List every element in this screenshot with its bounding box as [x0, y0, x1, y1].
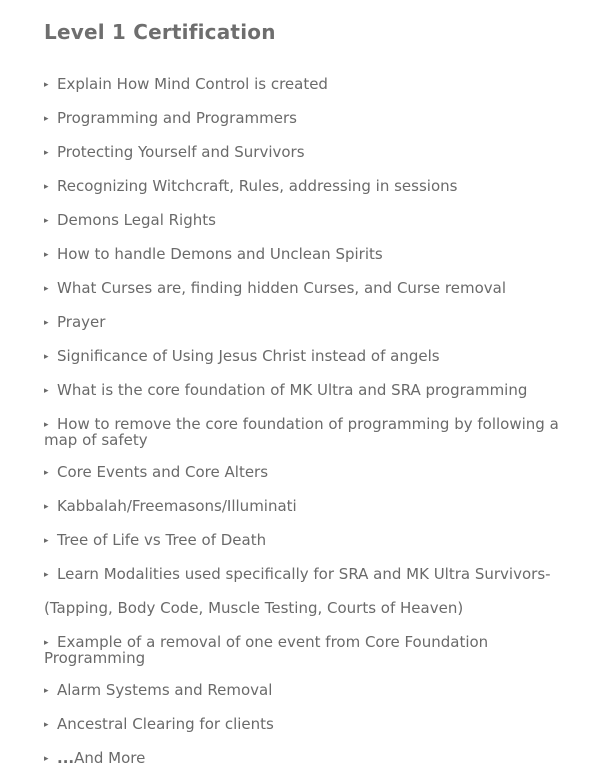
bullet-icon: ▸: [44, 182, 49, 192]
page-title: Level 1 Certification: [44, 20, 276, 44]
list-item-text: Core Events and Core Alters: [57, 463, 269, 481]
list-item: [44, 498, 584, 514]
list-item: [44, 566, 584, 582]
list-item-text: Example of a removal of one event from Core Foundation Programming: [44, 633, 489, 667]
modalities-note: (Tapping, Body Code, Muscle Testing, Courts of Heaven): [44, 599, 464, 617]
bullet-icon: ▸: [44, 80, 49, 90]
ellipsis: ...: [57, 749, 75, 767]
list-item: [44, 382, 584, 398]
list-item: [44, 144, 584, 160]
bullet-icon: ▸: [44, 570, 49, 580]
list-item-text: Kabbalah/Freemasons/Illuminati: [57, 497, 297, 515]
bullet-icon: ▸: [44, 638, 49, 648]
list-item: [44, 280, 584, 296]
list-item-text: What is the core foundation of MK Ultra and SRA programming: [57, 381, 528, 399]
bullet-icon: ▸: [44, 386, 49, 396]
bullet-icon: ▸: [44, 686, 49, 696]
bullet-icon: ▸: [44, 216, 49, 226]
list-item: [44, 76, 584, 92]
bullet-icon: ▸: [44, 720, 49, 730]
bullet-icon: ▸: [44, 148, 49, 158]
list-item: [44, 110, 584, 126]
list-item-text: And More: [74, 749, 146, 767]
list-item: [44, 246, 584, 262]
bullet-icon: ▸: [44, 502, 49, 512]
list-item-text: Demons Legal Rights: [57, 211, 216, 229]
list-item: [44, 464, 584, 480]
bullet-icon: ▸: [44, 114, 49, 124]
list-item-text: Programming and Programmers: [57, 109, 297, 127]
list-item: [44, 416, 584, 448]
bullet-icon: ▸: [44, 284, 49, 294]
bullet-icon: ▸: [44, 420, 49, 430]
bullet-icon: ▸: [44, 754, 49, 764]
list-item-text: Protecting Yourself and Survivors: [57, 143, 305, 161]
bullet-icon: ▸: [44, 352, 49, 362]
list-item: [44, 178, 584, 194]
list-item-text: Alarm Systems and Removal: [57, 681, 273, 699]
list-item-text: Recognizing Witchcraft, Rules, addressing in sessions: [57, 177, 458, 195]
list-item-text: How to handle Demons and Unclean Spirits: [57, 245, 383, 263]
bullet-icon: ▸: [44, 536, 49, 546]
list-item-text: How to remove the core foundation of programming by following a map of safety: [44, 415, 559, 449]
list-item-text: Learn Modalities used specifically for SRA and MK Ultra Survivors-: [57, 565, 551, 583]
bullet-icon: ▸: [44, 468, 49, 478]
list-item: [44, 682, 584, 698]
list-item-and-more: [44, 750, 584, 766]
list-item: [44, 532, 584, 548]
list-item-text: Prayer: [57, 313, 106, 331]
list-item-text: What Curses are, finding hidden Curses, and Curse removal: [57, 279, 506, 297]
list-item: [44, 212, 584, 228]
list-item: [44, 314, 584, 330]
list-item: [44, 348, 584, 364]
list-item-text: Ancestral Clearing for clients: [57, 715, 274, 733]
bullet-icon: ▸: [44, 250, 49, 260]
bullet-icon: ▸: [44, 318, 49, 328]
list-item-text: Explain How Mind Control is created: [57, 75, 328, 93]
list-item: [44, 634, 584, 666]
list-item-text: Tree of Life vs Tree of Death: [57, 531, 267, 549]
list-item-text: Significance of Using Jesus Christ instead of angels: [57, 347, 440, 365]
list-item: [44, 716, 584, 732]
